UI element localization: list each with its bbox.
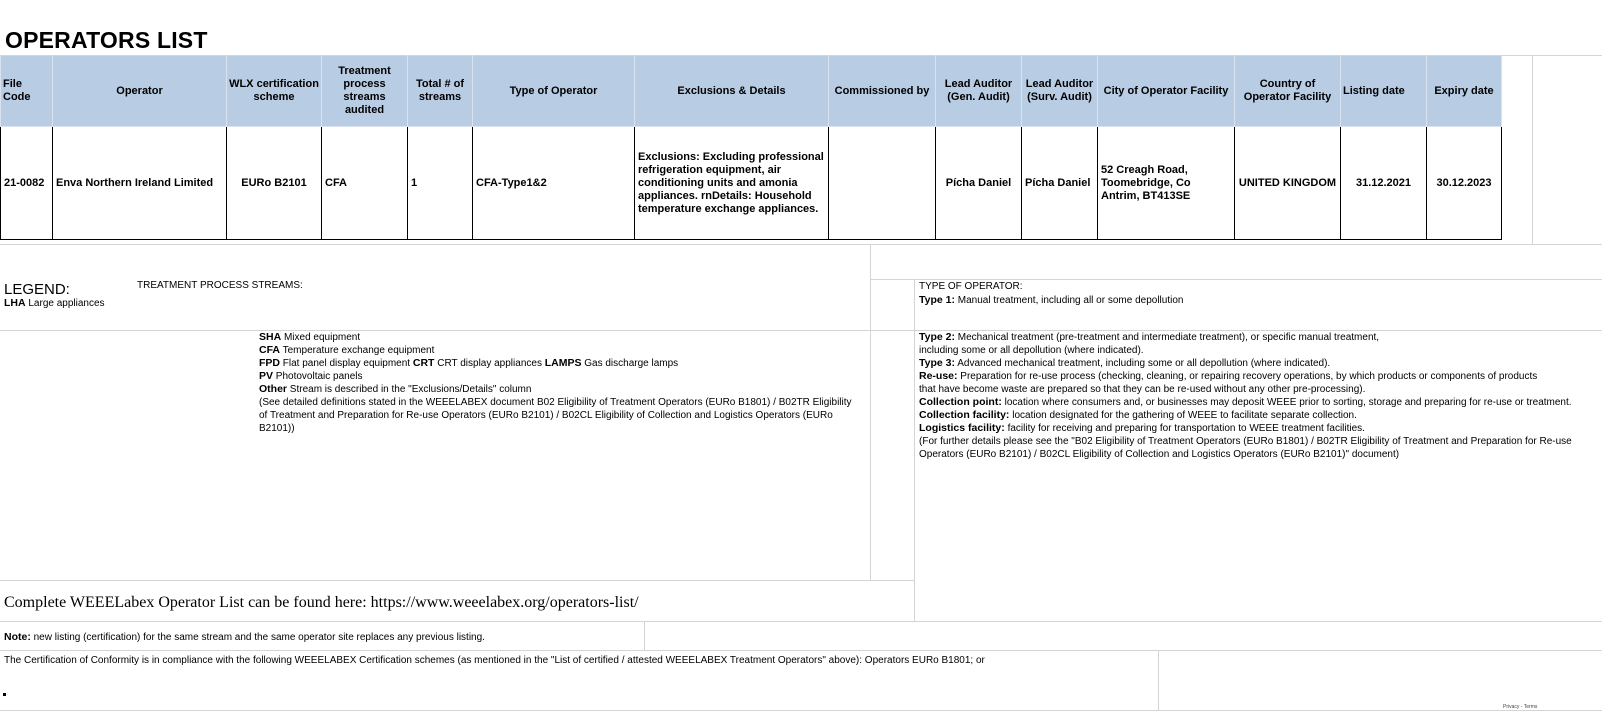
stream-code: SHA — [259, 331, 282, 343]
table-row — [1, 127, 1502, 240]
stream-code: PV — [259, 370, 274, 382]
legend-pv — [259, 370, 859, 383]
header-lead-auditor-gen: Lead Auditor (Gen. Audit) — [936, 56, 1022, 127]
stream-code: CRT — [412, 357, 435, 369]
cell-streams-audited: CFA — [322, 127, 408, 240]
streams-legend — [259, 331, 859, 435]
gridline — [0, 580, 914, 581]
type-desc: location designated for the gathering of WEEE to facilitate separate collection. — [1012, 410, 1357, 421]
header-city: City of Operator Facility — [1098, 56, 1235, 127]
gridline — [1532, 55, 1533, 244]
type-label: Type 1: — [919, 294, 955, 306]
cell-wlx-scheme: EURo B2101 — [227, 127, 322, 240]
streams-title: TREATMENT PROCESS STREAMS: — [137, 280, 303, 291]
legend-lha — [4, 297, 105, 310]
cell-type-of-operator: CFA-Type1&2 — [473, 127, 635, 240]
legend-other — [259, 383, 859, 396]
cell-total-streams: 1 — [408, 127, 473, 240]
operator-type-3 — [919, 357, 1594, 370]
type-label: Type 3: — [919, 357, 955, 369]
marker-dot — [3, 693, 6, 696]
stream-code: FPD — [259, 357, 280, 369]
type-desc: location where consumers and, or businesses may deposit WEEE prior to sorting, storage and preparing for re-use or treatment. — [1004, 397, 1572, 408]
gridline — [870, 244, 871, 580]
gridline — [0, 621, 1602, 622]
gridline — [914, 279, 915, 621]
gridline — [0, 710, 1602, 711]
cell-listing-date: 31.12.2021 — [1341, 127, 1427, 240]
operator-type-reuse — [919, 370, 1554, 396]
cell-commissioned-by — [829, 127, 936, 240]
operator-types-further: (For further details please see the "B02 Eligibility of Treatment Operators (EURo B1801) / B02TR Eligibility of Treatment and Preparation for Re-use Operators (EURo B2101) / B02CL Eligibility of Collection and Logistics Operators (EURo B2101)" document) — [919, 436, 1572, 460]
cell-file-code: 21-0082 — [1, 127, 53, 240]
header-wlx-scheme: WLX certification scheme — [227, 56, 322, 127]
cell-exclusions: Exclusions: Excluding professional refrigeration equipment, air conditioning units and amonia appliances. rnDetails: Household temperature exchange appliances. — [635, 127, 829, 240]
type-label: Re-use: — [919, 370, 958, 382]
cell-lead-auditor-surv: Pícha Daniel — [1022, 127, 1098, 240]
note — [4, 631, 485, 644]
header-file-code: File Code — [1, 56, 53, 127]
gridline — [870, 279, 1602, 280]
operator-type-title: TYPE OF OPERATOR: — [919, 281, 1023, 292]
operator-type-1 — [919, 294, 1183, 307]
privacy-terms-link[interactable]: Privacy - Terms — [1503, 704, 1538, 710]
operator-type-collection-facility — [919, 409, 1594, 422]
operator-type-logistics-facility — [919, 422, 1594, 435]
cell-city: 52 Creagh Road, Toomebridge, Co Antrim, BT413SE — [1098, 127, 1235, 240]
stream-desc: Flat panel display equipment — [282, 358, 411, 369]
stream-desc: CRT display appliances — [437, 358, 542, 369]
stream-code: LHA — [4, 297, 26, 309]
stream-desc: Temperature exchange equipment — [282, 345, 435, 356]
note-text: new listing (certification) for the same stream and the same operator site replaces any previous listing. — [33, 632, 485, 643]
type-desc: Advanced mechanical treatment, including some or all depollution (where indicated). — [957, 358, 1331, 369]
gridline — [644, 621, 645, 650]
stream-desc: Gas discharge lamps — [584, 358, 679, 369]
complete-list-link-text: Complete WEEELabex Operator List can be found here: https://www.weeelabex.org/operators-list/ — [4, 594, 639, 611]
operators-table — [0, 55, 1502, 240]
type-label: Logistics facility: — [919, 422, 1005, 434]
header-country: Country of Operator Facility — [1235, 56, 1341, 127]
legend-sha — [259, 331, 859, 344]
stream-desc: Stream is described in the "Exclusions/Details" column — [289, 384, 532, 395]
legend-cfa — [259, 344, 859, 357]
type-label: Type 2: — [919, 331, 955, 343]
type-label: Collection facility: — [919, 409, 1010, 421]
stream-code: CFA — [259, 344, 280, 356]
legend-see-detail: (See detailed definitions stated in the WEEELABEX document B02 Eligibility of Treatment Operators (EURo B1801) / B02TR Eligibility of Treatment and Preparation for Re-use Operators (EURo B2101) / B02CL Eligibility of Collection and Logistics Operators (EURo B2101)) — [259, 397, 852, 434]
note-label: Note: — [4, 631, 31, 643]
gridline — [1158, 650, 1159, 710]
table-header-row — [1, 56, 1502, 127]
header-commissioned-by: Commissioned by — [829, 56, 936, 127]
header-streams-audited: Treatment process streams audited — [322, 56, 408, 127]
stream-desc: Large appliances — [28, 298, 105, 309]
operator-type-collection-point — [919, 396, 1594, 409]
header-total-streams: Total # of streams — [408, 56, 473, 127]
cell-operator: Enva Northern Ireland Limited — [53, 127, 227, 240]
header-listing-date: Listing date — [1341, 56, 1427, 127]
operator-type-2 — [919, 331, 1399, 357]
header-type-of-operator: Type of Operator — [473, 56, 635, 127]
compliance-text: The Certification of Conformity is in compliance with the following WEEELABEX Certification schemes (as mentioned in the "List of certified / attested WEEELABEX Treatment Operators" above): Operators EURo B1801; or — [4, 655, 985, 666]
stream-desc: Mixed equipment — [283, 332, 361, 343]
type-desc: Manual treatment, including all or some depollution — [957, 295, 1184, 306]
type-label: Collection point: — [919, 396, 1002, 408]
gridline — [0, 650, 1602, 651]
legend-fpd-crt-lamps — [259, 357, 859, 370]
operator-types-list — [919, 331, 1594, 461]
stream-code: Other — [259, 383, 288, 395]
cell-country: UNITED KINGDOM — [1235, 127, 1341, 240]
stream-code: LAMPS — [544, 357, 582, 369]
gridline — [0, 244, 1602, 245]
header-lead-auditor-surv: Lead Auditor (Surv. Audit) — [1022, 56, 1098, 127]
header-exclusions: Exclusions & Details — [635, 56, 829, 127]
page-title: OPERATORS LIST — [5, 27, 208, 53]
cell-expiry-date: 30.12.2023 — [1427, 127, 1502, 240]
header-operator: Operator — [53, 56, 227, 127]
type-desc: facility for receiving and preparing for transportation to WEEE treatment facilities. — [1007, 423, 1365, 434]
legend-title: LEGEND: — [4, 281, 70, 298]
stream-desc: Photovoltaic panels — [275, 371, 363, 382]
type-desc: Mechanical treatment (pre-treatment and intermediate treatment), or specific manual treatment, including some or all depollution (where indicated). — [919, 332, 1380, 356]
cell-lead-auditor-gen: Pícha Daniel — [936, 127, 1022, 240]
type-desc: Preparation for re-use process (checking, cleaning, or repairing recovery operations, by which products or components of products that have become waste are prepared so that they can be re-used without any other pre-processing). — [919, 371, 1538, 395]
header-expiry-date: Expiry date — [1427, 56, 1502, 127]
